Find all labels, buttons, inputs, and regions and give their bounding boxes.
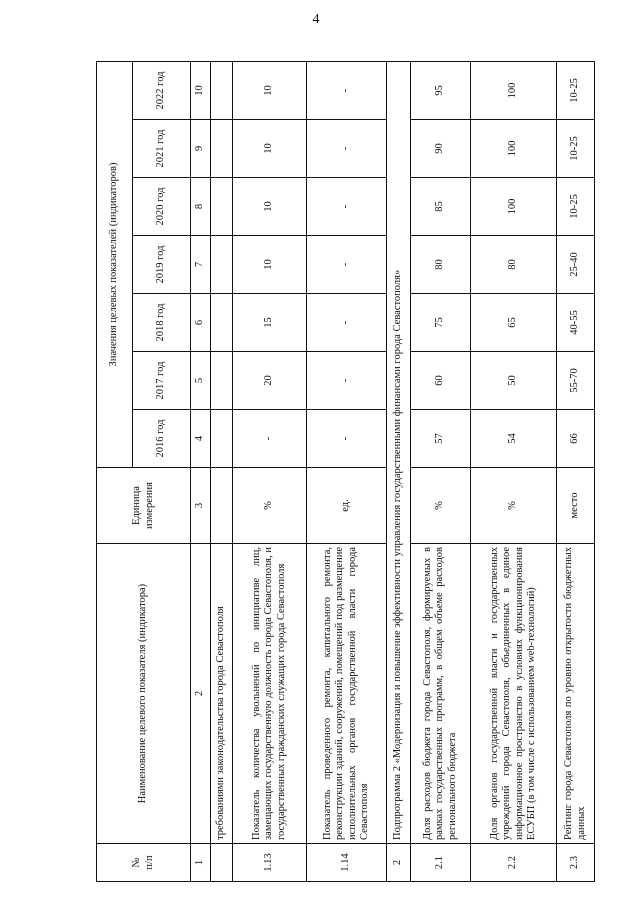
row-number: 2.2 <box>471 844 557 882</box>
value-cell: - <box>307 410 387 468</box>
column-number: 9 <box>191 120 211 178</box>
value-cell: 15 <box>233 294 307 352</box>
column-number: 5 <box>191 352 211 410</box>
value-cell: - <box>307 294 387 352</box>
continuation-num <box>211 844 233 882</box>
column-number: 3 <box>191 468 211 544</box>
value-cell: 10 <box>233 61 307 119</box>
indicator-name: Показатель количества увольнений по инициативе лиц, замещающих государственную должность города Севастополя, и государственных гражданских служащих города Севастополя <box>233 544 307 844</box>
indicator-name: Доля органов государственной власти и государственных учреждений города Севастополя, объединенных в единое информационное пространство в условиях функционирования ЕСУБП (в том числе с использованием web-технологий) <box>471 544 557 844</box>
subprogram-title: Подпрограмма 2 «Модернизация и повышение эффективности управления государственными финансами города Севастополя» <box>387 61 411 843</box>
value-cell: 60 <box>411 352 471 410</box>
row-number: 1.13 <box>233 844 307 882</box>
value-cell: 10 <box>233 178 307 236</box>
rotated-table-container <box>96 62 587 882</box>
value-cell: 100 <box>471 178 557 236</box>
continuation-text: требованиями законодательства города Севастополя <box>211 544 233 844</box>
value-cell: - <box>307 352 387 410</box>
header-num: № п/п <box>97 844 191 882</box>
header-name: Наименование целевого показателя (индикатора) <box>97 544 191 844</box>
header-year: 2018 год <box>133 294 191 352</box>
page-number: 4 <box>312 12 320 27</box>
header-year: 2021 год <box>133 120 191 178</box>
value-cell: 10 <box>233 120 307 178</box>
unit-cell: место <box>557 468 595 544</box>
indicator-name: Доля расходов бюджета города Севастополя, формируемых в рамках государственных программ, в общем объеме расходов регионального бюджета <box>411 544 471 844</box>
value-cell: - <box>307 120 387 178</box>
header-year: 2020 год <box>133 178 191 236</box>
value-cell: 10 <box>233 236 307 294</box>
indicator-name: Показатель проведенного ремонта, капитального ремонта, реконструкции зданий, сооружений, помещений под размещение исполнительных органов государственной власти города Севастополя <box>307 544 387 844</box>
value-cell: 54 <box>471 410 557 468</box>
value-cell: 66 <box>557 410 595 468</box>
header-year: 2019 год <box>133 236 191 294</box>
row-number: 1.14 <box>307 844 387 882</box>
header-year: 2016 год <box>133 410 191 468</box>
column-number: 10 <box>191 61 211 119</box>
value-cell: 85 <box>411 178 471 236</box>
value-cell: 10-25 <box>557 61 595 119</box>
value-cell: 20 <box>233 352 307 410</box>
column-number: 8 <box>191 178 211 236</box>
header-year: 2022 год <box>133 61 191 119</box>
column-number: 7 <box>191 236 211 294</box>
unit-cell: % <box>471 468 557 544</box>
column-number: 1 <box>191 844 211 882</box>
column-number: 2 <box>191 544 211 844</box>
table-row <box>307 61 387 881</box>
value-cell: - <box>307 236 387 294</box>
unit-cell: ед. <box>307 468 387 544</box>
header-unit: Единица измерения <box>97 468 191 544</box>
value-cell: 40-55 <box>557 294 595 352</box>
header-values-group: Значения целевых показателей (индикаторов) <box>97 61 133 467</box>
value-cell: 10-25 <box>557 178 595 236</box>
value-cell: 50 <box>471 352 557 410</box>
value-cell: 90 <box>411 120 471 178</box>
value-cell: 25-40 <box>557 236 595 294</box>
value-cell: 75 <box>411 294 471 352</box>
unit-cell: % <box>411 468 471 544</box>
value-cell: 57 <box>411 410 471 468</box>
value-cell: 55-70 <box>557 352 595 410</box>
column-number: 6 <box>191 294 211 352</box>
value-cell: 95 <box>411 61 471 119</box>
value-cell: - <box>307 61 387 119</box>
value-cell: 80 <box>471 236 557 294</box>
table-row <box>471 61 557 881</box>
header-year: 2017 год <box>133 352 191 410</box>
value-cell: 65 <box>471 294 557 352</box>
value-cell: - <box>233 410 307 468</box>
value-cell: - <box>307 178 387 236</box>
table-row <box>233 61 307 881</box>
indicator-name: Рейтинг города Севастополя по уровню открытости бюджетных данных <box>557 544 595 844</box>
indicators-table <box>96 61 595 882</box>
value-cell: 80 <box>411 236 471 294</box>
table-row <box>557 61 595 881</box>
column-number: 4 <box>191 410 211 468</box>
value-cell: 100 <box>471 61 557 119</box>
value-cell: 100 <box>471 120 557 178</box>
row-number: 2.3 <box>557 844 595 882</box>
table-row <box>411 61 471 881</box>
unit-cell: % <box>233 468 307 544</box>
row-number: 2.1 <box>411 844 471 882</box>
subprogram-num: 2 <box>387 844 411 882</box>
value-cell: 10-25 <box>557 120 595 178</box>
continuation-unit <box>211 468 233 544</box>
